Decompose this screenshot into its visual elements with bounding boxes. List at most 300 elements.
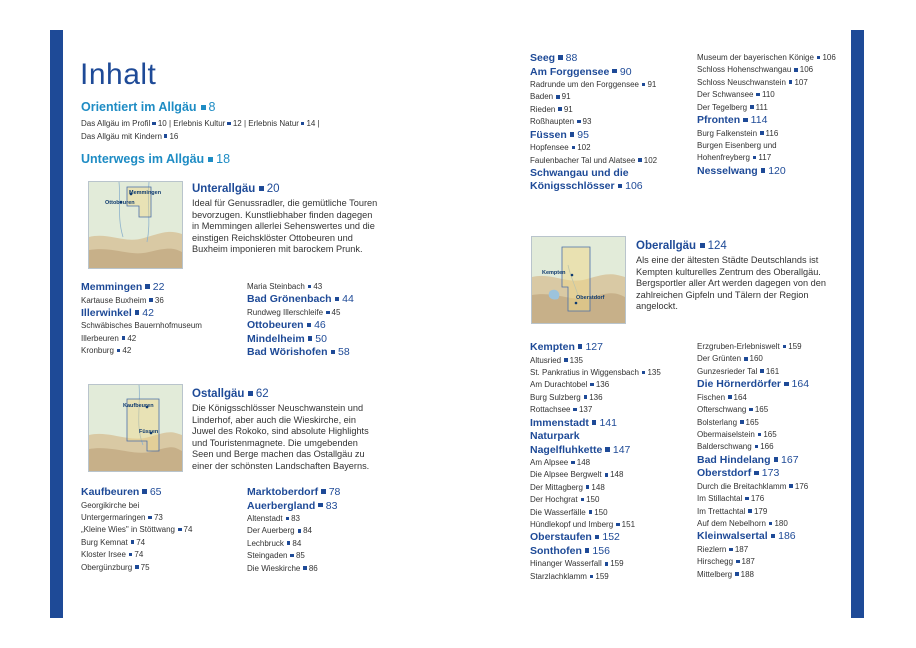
toc-entry-label: Oberstaufen <box>530 531 592 544</box>
right-top-list-col1 <box>530 52 695 194</box>
toc-entry-page: 116 <box>765 128 779 138</box>
toc-entry-label: Auerbergland <box>247 499 316 512</box>
oberallgaeu-list-col1 <box>530 341 695 583</box>
toc-entry-page: 148 <box>591 482 605 492</box>
toc-entry-label: Maria Steinbach <box>247 282 305 291</box>
toc-entry-label: „Kleine Wies" in Stöttwang <box>81 525 175 535</box>
page-marker-icon <box>586 485 590 489</box>
toc-entry-label: Lechbruck <box>247 538 284 548</box>
toc-entry-label: Nesselwang <box>697 164 758 177</box>
toc-town-entry[interactable] <box>530 66 695 80</box>
toc-entry-page: 85 <box>295 551 305 561</box>
toc-entry-page: 127 <box>585 341 603 353</box>
toc-sight-entry[interactable] <box>697 152 847 164</box>
ostallgaeu-list-col1 <box>81 486 246 574</box>
page-marker-icon <box>145 284 150 289</box>
toc-entry-label: Mittelberg <box>697 569 733 579</box>
unterallgaeu-map <box>88 181 183 269</box>
toc-entry-label: Schloss Neuschwanstein <box>697 77 786 87</box>
page-marker-icon <box>318 503 323 508</box>
page-marker-icon <box>745 497 749 501</box>
page-marker-icon <box>201 105 206 110</box>
toc-sight-entry[interactable] <box>697 569 847 581</box>
toc-unterwegs-entry[interactable] <box>81 152 230 166</box>
toc-sight-entry[interactable] <box>530 571 695 583</box>
page-marker-icon <box>749 408 753 412</box>
toc-sight-entry[interactable] <box>697 140 847 152</box>
toc-sight-entry[interactable] <box>530 379 695 391</box>
page-marker-icon <box>595 535 600 540</box>
toc-entry-label: Untergermaringen <box>81 512 146 522</box>
ostallgaeu-list-col2 <box>247 486 412 575</box>
toc-town-entry[interactable] <box>530 430 695 444</box>
toc-sight-entry[interactable] <box>697 89 847 101</box>
toc-entry-label: Faulenbacher Tal und Alatsee <box>530 155 636 165</box>
toc-sight-entry[interactable] <box>530 507 695 519</box>
page-marker-icon <box>326 311 330 315</box>
toc-entry-label: Kloster Irsee <box>81 550 126 560</box>
toc-sight-entry[interactable] <box>697 544 847 556</box>
toc-entry-label: Gunzesrieder Tal <box>697 366 758 376</box>
section-oberallgaeu-description: Als eine der ältesten Städte Deutschlands ist Kempten kulturelles Zentrum des Oberallgäu. Bergsportler aller Art werden dagegen von den zahlreichen Gipfeln und Tälern der Region angelockt. <box>636 255 826 312</box>
toc-subitem[interactable]: Das Allgäu im Profil 10 <box>81 119 167 128</box>
toc-sight-entry[interactable] <box>530 482 695 494</box>
page-marker-icon <box>744 357 748 361</box>
toc-town-entry[interactable] <box>81 307 246 321</box>
toc-sight-entry[interactable] <box>530 79 695 91</box>
page-marker-icon <box>331 350 336 355</box>
toc-entry-page: 173 <box>761 467 780 480</box>
toc-sight-entry[interactable] <box>697 366 847 378</box>
toc-entry-page: 75 <box>140 562 150 572</box>
toc-entry-page: 42 <box>122 346 132 356</box>
page-marker-icon <box>761 168 766 173</box>
page-marker-icon <box>794 68 798 72</box>
toc-sight-entry[interactable] <box>247 563 412 575</box>
toc-entry-page: 150 <box>594 507 608 517</box>
toc-entry-page: 106 <box>625 180 643 193</box>
toc-entry-page: 111 <box>755 102 768 112</box>
toc-entry-label: Erzgruben-Erlebniswelt <box>697 342 780 351</box>
page-marker-icon <box>321 489 326 494</box>
toc-entry-label: Altusried <box>530 355 562 365</box>
toc-entry-page: 117 <box>758 153 772 163</box>
toc-sight-entry[interactable] <box>81 562 246 574</box>
toc-entry-label: Baden <box>530 92 554 102</box>
page-marker-icon <box>227 122 231 126</box>
page-marker-icon <box>301 122 305 126</box>
toc-entry-page: 73 <box>153 512 163 522</box>
page-marker-icon <box>164 134 168 138</box>
toc-sight-entry[interactable] <box>81 320 246 332</box>
toc-entry-page: 95 <box>577 128 589 141</box>
toc-town-entry[interactable] <box>81 486 246 500</box>
map-label-kempten: Kempten <box>542 270 566 276</box>
toc-sight-entry[interactable] <box>530 355 695 367</box>
toc-town-entry[interactable] <box>530 444 695 458</box>
toc-town-entry[interactable] <box>81 281 246 295</box>
page-marker-icon <box>208 157 213 162</box>
toc-town-entry[interactable] <box>530 531 695 545</box>
toc-sight-entry[interactable] <box>530 457 695 469</box>
toc-orientiert-subitems: Das Allgäu im Profil 10 | Erlebnis Kultur 12 | Erlebnis Natur 14 | Das Allgäu mit Kindern 16 <box>81 119 320 141</box>
toc-entry-page: 186 <box>778 530 796 543</box>
toc-town-entry[interactable] <box>697 165 847 179</box>
toc-entry-label: Oberstdorf <box>697 467 752 480</box>
toc-entry-page: 120 <box>768 164 786 177</box>
toc-entry-label: Kaufbeuren <box>81 486 140 498</box>
oberallgaeu-map <box>531 236 626 324</box>
toc-entry-page: 84 <box>303 526 312 536</box>
page-marker-icon <box>308 285 312 289</box>
page-marker-icon <box>303 566 307 570</box>
toc-entry-page: 188 <box>740 569 754 579</box>
page-marker-icon <box>735 572 739 576</box>
toc-entry-page: 106 <box>822 53 836 62</box>
toc-sight-entry[interactable] <box>530 116 695 128</box>
toc-entry-label: Roßhaupten <box>530 117 575 127</box>
page-marker-icon <box>287 541 291 545</box>
toc-sight-entry[interactable] <box>697 441 847 453</box>
toc-town-entry[interactable] <box>530 129 695 143</box>
page-marker-icon <box>148 516 152 520</box>
toc-sight-entry[interactable] <box>530 519 695 531</box>
toc-sight-entry[interactable] <box>81 524 246 536</box>
toc-town-entry[interactable] <box>697 467 847 481</box>
toc-town-entry[interactable] <box>530 417 695 431</box>
toc-sight-entry[interactable] <box>247 550 412 562</box>
toc-sight-entry[interactable] <box>530 392 695 404</box>
toc-entry-label: Pfronten <box>697 114 741 127</box>
toc-town-entry[interactable] <box>697 454 847 468</box>
toc-town-entry[interactable] <box>247 500 412 514</box>
toc-sight-entry[interactable] <box>697 493 847 505</box>
toc-sight-entry[interactable] <box>697 341 847 353</box>
page-marker-icon <box>616 523 620 527</box>
toc-sight-entry[interactable] <box>697 392 847 404</box>
toc-sight-entry[interactable] <box>697 102 847 114</box>
toc-entry-label: Sonthofen <box>530 544 582 557</box>
toc-entry-label: Hopfensee <box>530 143 569 153</box>
toc-entry-label: Kronburg <box>81 346 114 356</box>
toc-sight-entry[interactable] <box>697 64 847 76</box>
toc-entry-label: Kartause Buxheim <box>81 295 147 305</box>
toc-entry-page: 152 <box>602 531 620 544</box>
toc-entry-label: Schwäbisches Bauernhofmuseum <box>81 321 202 331</box>
toc-sight-entry[interactable] <box>697 518 847 530</box>
toc-entry-page: 161 <box>765 366 780 376</box>
toc-entry-label: Der Tegelberg <box>697 102 748 112</box>
toc-town-entry[interactable] <box>530 180 695 194</box>
toc-town-entry[interactable] <box>247 319 412 333</box>
toc-sight-entry[interactable] <box>697 506 847 518</box>
toc-sight-entry[interactable] <box>81 295 246 307</box>
toc-entry-page: 65 <box>149 486 162 498</box>
toc-entry-page: 110 <box>761 90 775 100</box>
page-marker-icon <box>756 93 760 97</box>
page-marker-icon <box>577 120 581 124</box>
toc-entry-page: 107 <box>794 77 808 87</box>
toc-town-entry[interactable] <box>530 52 695 66</box>
toc-town-entry[interactable] <box>530 545 695 559</box>
toc-sight-entry[interactable] <box>81 537 246 549</box>
page-marker-icon <box>131 540 135 544</box>
toc-town-entry[interactable] <box>247 346 412 360</box>
toc-sight-entry[interactable] <box>697 429 847 441</box>
page-marker-icon <box>581 498 585 502</box>
toc-entry-page: 147 <box>612 443 631 456</box>
toc-entry-label: Der Schwansee <box>697 90 754 100</box>
toc-entry-page: 45 <box>331 307 341 317</box>
toc-entry-page: 156 <box>592 544 610 557</box>
page-marker-icon <box>740 420 744 424</box>
toc-entry-page: 36 <box>154 295 164 305</box>
toc-town-entry[interactable] <box>530 341 695 355</box>
toc-entry-page: 148 <box>576 458 591 468</box>
page-marker-icon <box>753 156 757 160</box>
toc-sight-entry[interactable] <box>530 142 695 154</box>
toc-sight-entry[interactable] <box>81 333 246 345</box>
toc-sight-entry[interactable] <box>530 367 695 379</box>
page-marker-icon <box>769 522 773 526</box>
toc-entry-page: 164 <box>733 392 747 402</box>
unterallgaeu-list-col1 <box>81 281 246 358</box>
toc-orientiert-label: Orientiert im Allgäu <box>81 100 197 114</box>
toc-entry-page: 91 <box>563 104 573 114</box>
unterallgaeu-list-col2 <box>247 281 412 360</box>
page-marker-icon <box>308 336 313 341</box>
page-marker-icon <box>771 534 776 539</box>
toc-sight-entry[interactable] <box>530 494 695 506</box>
toc-sight-entry[interactable] <box>697 52 847 64</box>
toc-entry-label: Königsschlösser <box>530 180 615 193</box>
toc-entry-label: Riezlern <box>697 544 727 554</box>
toc-entry-label: Bolsterlang <box>697 417 738 427</box>
toc-sight-entry[interactable] <box>81 549 246 561</box>
toc-entry-page: 141 <box>599 416 617 429</box>
map-label-kaufbeuren: Kaufbeuren <box>123 403 154 409</box>
toc-unterwegs-label: Unterwegs im Allgäu <box>81 152 205 166</box>
toc-entry-page: 114 <box>750 114 768 127</box>
toc-entry-page: 187 <box>741 557 755 567</box>
toc-town-entry[interactable] <box>247 293 412 307</box>
page-marker-icon <box>142 489 147 494</box>
toc-entry-page: 159 <box>788 342 802 351</box>
toc-entry-page: 135 <box>569 355 583 365</box>
toc-sight-entry[interactable] <box>530 558 695 570</box>
toc-town-entry[interactable] <box>247 333 412 347</box>
toc-entry-label: Burg Falkenstein <box>697 128 758 138</box>
toc-entry-page: 159 <box>610 559 624 569</box>
toc-entry-label: Kempten <box>530 341 575 353</box>
toc-sight-entry[interactable] <box>697 556 847 568</box>
toc-entry-label: Der Mittagberg <box>530 482 583 492</box>
toc-entry-label: Bad Wörishofen <box>247 346 328 359</box>
toc-entry-label: Radrunde um den Forggensee <box>530 80 639 89</box>
toc-sight-entry[interactable] <box>697 128 847 140</box>
toc-entry-label: Burg Kemnat <box>81 537 128 547</box>
page-marker-icon <box>642 371 646 375</box>
page-marker-icon <box>571 461 575 465</box>
toc-sight-entry[interactable] <box>697 77 847 89</box>
toc-entry-page: 46 <box>314 319 326 332</box>
toc-sight-entry[interactable] <box>81 500 246 512</box>
page-marker-icon <box>584 395 588 399</box>
toc-entry-label: Rundweg Illerschleife <box>247 307 324 317</box>
page-marker-icon <box>728 395 732 399</box>
page-marker-icon <box>572 146 576 150</box>
toc-entry-page: 74 <box>136 537 146 547</box>
toc-entry-page: 91 <box>647 80 657 89</box>
toc-entry-page: 179 <box>753 506 768 516</box>
page-marker-icon <box>743 118 748 123</box>
toc-entry-label: Nagelfluhkette <box>530 443 603 456</box>
toc-entry-page: 135 <box>647 367 661 377</box>
page-marker-icon <box>758 433 762 437</box>
page-marker-icon <box>259 186 264 191</box>
toc-entry-page: 150 <box>586 495 600 505</box>
toc-entry-label: Ofterschwang <box>697 405 747 415</box>
toc-entry-label: Seeg <box>530 52 556 64</box>
page-marker-icon <box>783 345 787 349</box>
toc-sight-entry[interactable] <box>530 104 695 116</box>
toc-entry-page: 187 <box>734 544 749 554</box>
page-marker-icon <box>760 131 764 135</box>
toc-entry-page: 50 <box>315 332 327 345</box>
page-marker-icon <box>178 528 182 532</box>
page-marker-icon <box>558 107 562 111</box>
toc-entry-page: 106 <box>799 65 814 75</box>
page-marker-icon <box>755 445 759 449</box>
toc-sight-entry[interactable] <box>247 281 412 293</box>
toc-entry-label: Kleinwalsertal <box>697 530 768 543</box>
oberallgaeu-list-col2 <box>697 341 847 581</box>
page-marker-icon <box>605 447 610 452</box>
section-ostallgaeu-heading[interactable] <box>192 388 269 400</box>
page-marker-icon <box>290 554 294 558</box>
toc-entry-label: Mindelheim <box>247 332 305 345</box>
toc-sight-entry[interactable] <box>697 481 847 493</box>
toc-town-entry[interactable] <box>697 530 847 544</box>
page-marker-icon <box>117 349 121 353</box>
section-unterallgaeu-heading[interactable] <box>192 183 280 195</box>
toc-entry-page: 88 <box>565 52 578 64</box>
toc-entry-label: Durch die Breitachklamm <box>697 481 787 491</box>
toc-sight-entry[interactable] <box>247 525 412 537</box>
page-marker-icon <box>618 184 623 189</box>
page-marker-icon <box>590 575 594 579</box>
toc-sight-entry[interactable] <box>247 307 412 319</box>
page-marker-icon <box>589 510 593 514</box>
toc-entry-label: Starzlachklamm <box>530 571 587 581</box>
toc-entry-page: 78 <box>328 486 341 498</box>
toc-sight-entry[interactable] <box>247 538 412 550</box>
page-marker-icon <box>135 565 139 569</box>
toc-entry-page: 165 <box>754 405 769 415</box>
left-page-edge-bar <box>50 30 63 618</box>
page-marker-icon <box>558 55 563 60</box>
toc-unterwegs-page: 18 <box>216 152 231 166</box>
toc-entry-page: 22 <box>152 281 165 293</box>
page-marker-icon <box>750 105 754 109</box>
toc-sight-entry[interactable] <box>530 404 695 416</box>
toc-entry-page: 58 <box>338 346 350 359</box>
toc-sight-entry[interactable] <box>81 512 246 524</box>
toc-orientiert-entry[interactable] <box>81 100 215 114</box>
page-marker-icon <box>573 408 577 412</box>
page-marker-icon <box>152 122 156 126</box>
toc-entry-label: Marktoberdorf <box>247 486 319 498</box>
toc-entry-label: Am Alpsee <box>530 458 569 468</box>
page-marker-icon <box>774 457 779 462</box>
toc-sight-entry[interactable] <box>530 91 695 103</box>
page-marker-icon <box>754 471 759 476</box>
toc-entry-label: Obermaiselstein <box>697 429 755 439</box>
toc-entry-label: Bad Hindelang <box>697 453 771 466</box>
toc-entry-label: Hohenfreyberg <box>697 153 750 163</box>
toc-entry-label: Auf dem Nebelhorn <box>697 518 766 528</box>
toc-entry-page: 42 <box>142 306 154 319</box>
toc-entry-page: 91 <box>561 92 571 102</box>
page-marker-icon <box>729 548 733 552</box>
toc-sight-entry[interactable] <box>81 345 246 357</box>
toc-entry-label: St. Pankratius in Wiggensbach <box>530 367 639 377</box>
toc-sight-entry[interactable] <box>697 353 847 365</box>
toc-entry-label: Der Auerberg <box>247 526 295 536</box>
toc-town-entry[interactable] <box>697 114 847 128</box>
page-marker-icon <box>149 298 153 302</box>
toc-entry-label: Schwangau und die <box>530 166 629 179</box>
toc-entry-page: 83 <box>325 499 338 512</box>
toc-town-entry[interactable] <box>247 486 412 500</box>
toc-entry-label: Hinanger Wasserfall <box>530 559 602 569</box>
page-marker-icon <box>700 243 705 248</box>
toc-subitem[interactable]: Das Allgäu mit Kindern 16 <box>81 131 179 141</box>
section-oberallgaeu-heading[interactable] <box>636 240 727 252</box>
toc-entry-label: Hirschegg <box>697 557 734 567</box>
page-marker-icon <box>605 562 609 566</box>
toc-entry-label: Der Hochgrat <box>530 495 578 505</box>
toc-sight-entry[interactable] <box>247 513 412 525</box>
page-marker-icon <box>135 310 140 315</box>
toc-sight-entry[interactable] <box>697 404 847 416</box>
toc-entry-page: 86 <box>308 563 318 573</box>
toc-town-entry[interactable] <box>530 167 695 181</box>
toc-entry-page: 166 <box>760 442 774 452</box>
page-marker-icon <box>585 548 590 553</box>
toc-entry-page: 43 <box>313 282 323 291</box>
toc-entry-label: Im Trettachtal <box>697 506 746 516</box>
toc-subitem[interactable]: Erlebnis Natur 14 <box>248 119 316 128</box>
toc-town-entry[interactable] <box>697 378 847 392</box>
toc-sight-entry[interactable] <box>697 417 847 429</box>
toc-entry-label: Die Alpsee Bergwelt <box>530 470 602 480</box>
section-ostallgaeu-page: 62 <box>255 388 269 400</box>
page-marker-icon <box>578 344 583 349</box>
toc-subitem[interactable]: Erlebnis Kultur 12 <box>173 119 242 128</box>
page-marker-icon <box>592 420 597 425</box>
right-page-edge-bar <box>851 30 864 618</box>
toc-sight-entry[interactable] <box>530 469 695 481</box>
toc-entry-page: 93 <box>582 117 592 127</box>
page-marker-icon <box>784 382 789 387</box>
page-marker-icon <box>122 336 126 340</box>
toc-entry-page: 180 <box>774 518 788 528</box>
map-label-memmingen: Memmingen <box>129 190 162 196</box>
page-marker-icon <box>570 132 575 137</box>
page-marker-icon <box>564 358 568 362</box>
toc-sight-entry[interactable] <box>530 155 695 167</box>
